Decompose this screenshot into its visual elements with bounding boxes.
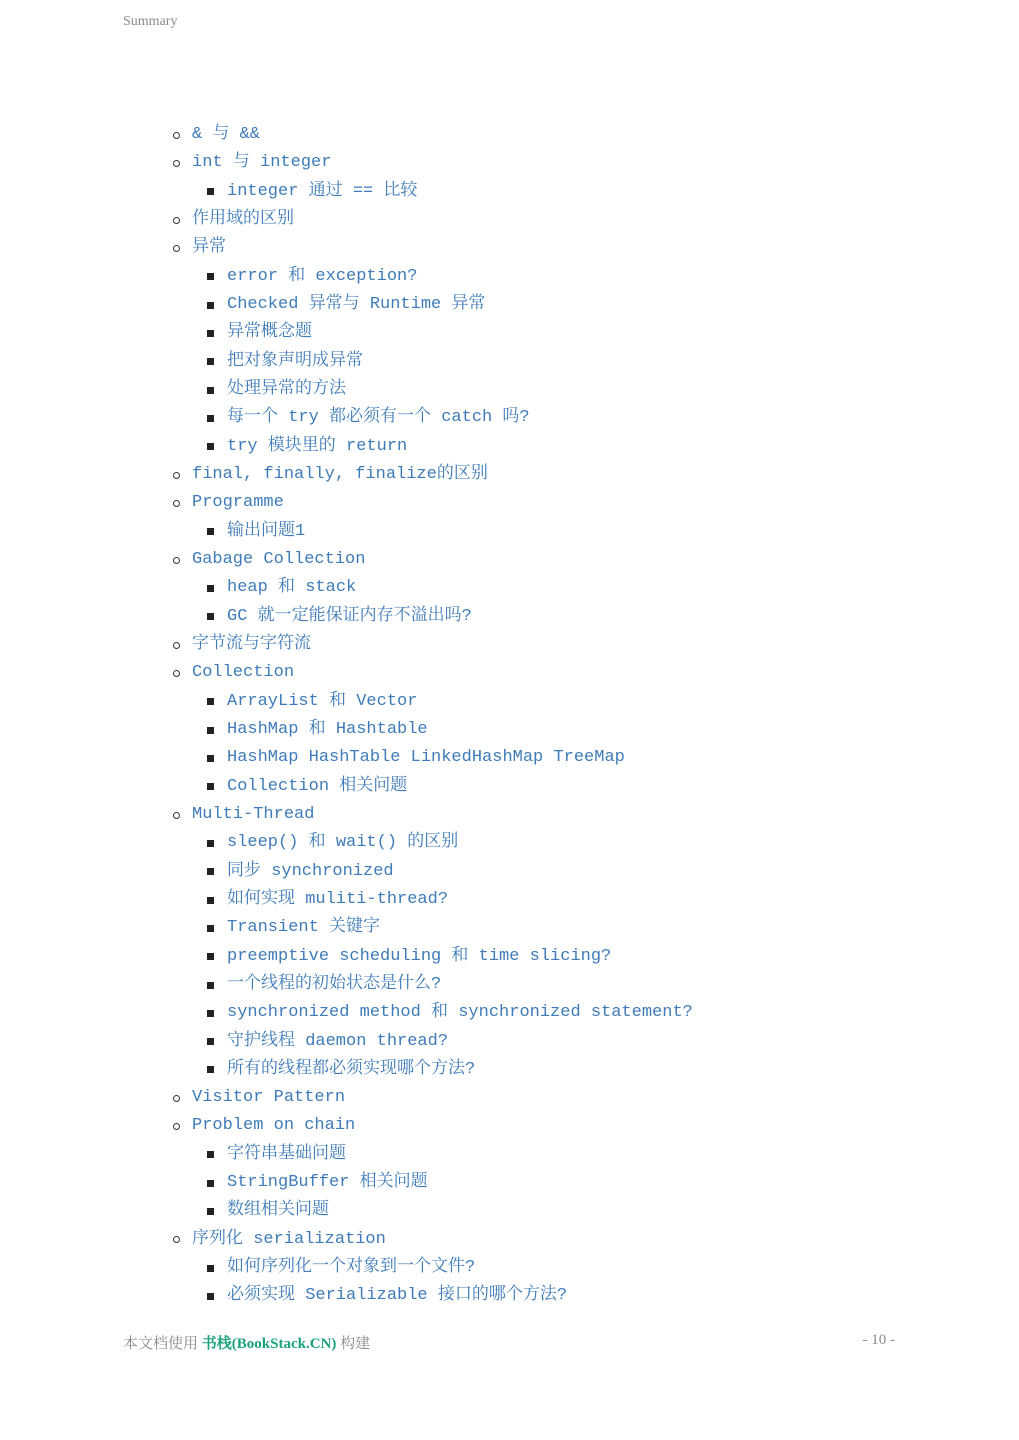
page-header-title: Summary: [123, 14, 178, 29]
circle-bullet-icon: [173, 812, 180, 819]
toc-sublink[interactable]: [192, 1028, 952, 1056]
square-bullet-icon: [207, 1293, 214, 1300]
toc-link-text: HashMap 和 Hashtable: [227, 719, 428, 739]
toc-link-text: Transient 关键字: [227, 918, 381, 938]
toc-sublink[interactable]: [192, 574, 952, 602]
toc-link-text: HashMap HashTable LinkedHashMap TreeMap: [227, 748, 625, 768]
toc-sublink[interactable]: [192, 858, 952, 886]
toc-link-text: 字节流与字符流: [192, 634, 311, 654]
toc-link-text: 必须实现 Serializable 接口的哪个方法?: [227, 1286, 568, 1306]
toc-link[interactable]: [192, 121, 952, 149]
toc-sublink[interactable]: [192, 716, 952, 744]
toc-link-text: 一个线程的初始状态是什么?: [227, 974, 442, 994]
circle-bullet-icon: [173, 1123, 180, 1130]
toc-sublink[interactable]: [192, 914, 952, 942]
toc-link[interactable]: [192, 1084, 952, 1112]
square-bullet-icon: [207, 953, 214, 960]
toc-sublink[interactable]: [192, 376, 952, 404]
toc-link-text: sleep() 和 wait() 的区别: [227, 833, 459, 853]
square-bullet-icon: [207, 897, 214, 904]
toc-link-text: integer 通过 == 比较: [227, 181, 418, 201]
toc-sublink[interactable]: [192, 1056, 952, 1084]
circle-bullet-icon: [173, 500, 180, 507]
square-bullet-icon: [207, 302, 214, 309]
square-bullet-icon: [207, 1151, 214, 1158]
toc-link[interactable]: [192, 631, 952, 659]
square-bullet-icon: [207, 698, 214, 705]
toc-link-text: GC 就一定能保证内存不溢出吗?: [227, 606, 472, 626]
toc-link[interactable]: [192, 659, 952, 687]
square-bullet-icon: [207, 1066, 214, 1073]
square-bullet-icon: [207, 443, 214, 450]
circle-bullet-icon: [173, 1236, 180, 1243]
toc-link-text: 所有的线程都必须实现哪个方法?: [227, 1059, 476, 1079]
square-bullet-icon: [207, 528, 214, 535]
circle-bullet-icon: [173, 217, 180, 224]
toc-sublink[interactable]: [192, 433, 952, 461]
circle-bullet-icon: [173, 160, 180, 167]
square-bullet-icon: [207, 727, 214, 734]
toc-link-text: error 和 exception?: [227, 266, 418, 286]
square-bullet-icon: [207, 840, 214, 847]
toc-sublink[interactable]: [192, 1254, 952, 1282]
toc-link-text: 输出问题1: [227, 521, 306, 541]
square-bullet-icon: [207, 925, 214, 932]
square-bullet-icon: [207, 755, 214, 762]
square-bullet-icon: [207, 1010, 214, 1017]
toc-link-text: 数组相关问题: [227, 1201, 329, 1221]
toc-link-text: StringBuffer 相关问题: [227, 1173, 428, 1193]
square-bullet-icon: [207, 1265, 214, 1272]
toc-link-text: 每一个 try 都必须有一个 catch 吗?: [227, 408, 530, 428]
square-bullet-icon: [207, 1038, 214, 1045]
toc-sublink[interactable]: [192, 348, 952, 376]
toc-sublink[interactable]: [192, 603, 952, 631]
toc-sublink[interactable]: [192, 1197, 952, 1225]
circle-bullet-icon: [173, 245, 180, 252]
square-bullet-icon: [207, 188, 214, 195]
toc-link[interactable]: [192, 206, 952, 234]
square-bullet-icon: [207, 982, 214, 989]
toc-link-text: 同步 synchronized: [227, 861, 394, 881]
toc-link-text: 处理异常的方法: [227, 379, 346, 399]
footer-credit: [123, 1332, 370, 1353]
toc-sublink[interactable]: [192, 263, 952, 291]
square-bullet-icon: [207, 273, 214, 280]
toc-link-text: ArrayList 和 Vector: [227, 691, 418, 711]
toc-link[interactable]: [192, 149, 952, 177]
toc-sublink[interactable]: [192, 178, 952, 206]
footer-suffix: 构建: [336, 1336, 371, 1352]
square-bullet-icon: [207, 330, 214, 337]
square-bullet-icon: [207, 783, 214, 790]
circle-bullet-icon: [173, 557, 180, 564]
toc-link[interactable]: [192, 1226, 952, 1254]
toc-link-text: preemptive scheduling 和 time slicing?: [227, 946, 612, 966]
toc-link-text: 把对象声明成异常: [227, 351, 363, 371]
page-number: - 10 -: [862, 1332, 895, 1348]
toc-link-text: 异常概念题: [227, 323, 312, 343]
toc-link[interactable]: [192, 489, 952, 517]
square-bullet-icon: [207, 387, 214, 394]
toc-link[interactable]: [192, 461, 952, 489]
toc-sublink[interactable]: [192, 1282, 952, 1310]
toc-sublink[interactable]: [192, 744, 952, 772]
toc-link-text: Visitor Pattern: [192, 1088, 346, 1108]
table-of-contents: [192, 121, 952, 1311]
square-bullet-icon: [207, 358, 214, 365]
square-bullet-icon: [207, 585, 214, 592]
footer-prefix: 本文档使用: [123, 1336, 202, 1352]
toc-link-text: Gabage Collection: [192, 549, 366, 569]
toc-sublink[interactable]: [192, 688, 952, 716]
toc-link-text: 作用域的区别: [192, 209, 294, 229]
square-bullet-icon: [207, 415, 214, 422]
circle-bullet-icon: [173, 670, 180, 677]
toc-link-text: 如何序列化一个对象到一个文件?: [227, 1258, 476, 1278]
toc-link-text: synchronized method 和 synchronized statement?: [227, 1003, 693, 1023]
toc-link-text: int 与 integer: [192, 153, 332, 173]
toc-link-text: Multi-Thread: [192, 804, 315, 824]
toc-sublink[interactable]: [192, 829, 952, 857]
circle-bullet-icon: [173, 1095, 180, 1102]
footer-brand-link[interactable]: 书栈(BookStack.CN): [201, 1336, 337, 1352]
square-bullet-icon: [207, 1180, 214, 1187]
toc-link-text: 守护线程 daemon thread?: [227, 1031, 449, 1051]
toc-link[interactable]: [192, 546, 952, 574]
toc-link[interactable]: [192, 234, 952, 262]
toc-link-text: 如何实现 muliti-thread?: [227, 889, 449, 909]
toc-link-text: 字符串基础问题: [227, 1144, 346, 1164]
toc-sublink[interactable]: [192, 291, 952, 319]
toc-link-text: try 模块里的 return: [227, 436, 408, 456]
toc-link[interactable]: [192, 801, 952, 829]
toc-sublink[interactable]: [192, 1169, 952, 1197]
toc-link-text: final, finally, finalize的区别: [192, 464, 488, 484]
toc-link[interactable]: [192, 1112, 952, 1140]
toc-link-text: Programme: [192, 493, 284, 513]
toc-link-text: 序列化 serialization: [192, 1229, 386, 1249]
toc-sublink[interactable]: [192, 886, 952, 914]
square-bullet-icon: [207, 868, 214, 875]
toc-link-text: Problem on chain: [192, 1116, 356, 1136]
toc-sublink[interactable]: [192, 518, 952, 546]
toc-sublink[interactable]: [192, 319, 952, 347]
circle-bullet-icon: [173, 642, 180, 649]
toc-sublink[interactable]: [192, 971, 952, 999]
toc-sublink[interactable]: [192, 943, 952, 971]
square-bullet-icon: [207, 1208, 214, 1215]
square-bullet-icon: [207, 613, 214, 620]
toc-link-text: Collection 相关问题: [227, 776, 408, 796]
circle-bullet-icon: [173, 132, 180, 139]
circle-bullet-icon: [173, 472, 180, 479]
toc-sublink[interactable]: [192, 999, 952, 1027]
toc-link-text: Checked 异常与 Runtime 异常: [227, 294, 486, 314]
toc-link-text: heap 和 stack: [227, 578, 357, 598]
toc-link-text: & 与 &&: [192, 125, 261, 144]
toc-link-text: 异常: [192, 238, 226, 258]
toc-sublink[interactable]: [192, 404, 952, 432]
toc-link-text: Collection: [192, 663, 295, 683]
toc-sublink[interactable]: [192, 1141, 952, 1169]
toc-sublink[interactable]: [192, 773, 952, 801]
